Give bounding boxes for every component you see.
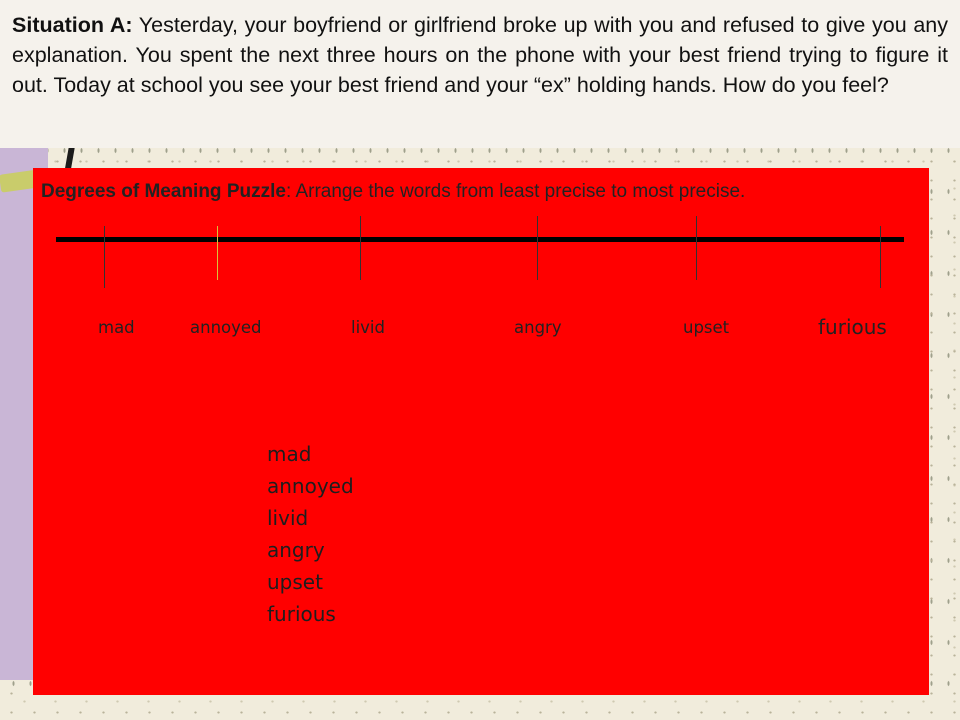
scale-word-furious: furious [818, 315, 887, 339]
situation-paragraph [12, 10, 948, 100]
word-bank-item: annoyed [267, 474, 354, 498]
word-bank-item: mad [267, 442, 312, 466]
scale-tick [880, 226, 881, 288]
situation-text: Yesterday, your boyfriend or girlfriend broke up with you and refused to give you any explanation. You spent the next three hours on the phone with your best friend trying to figure it out. Today at school you see your best friend and your “ex” holding hands. How do you feel? [12, 13, 948, 97]
word-bank-item: furious [267, 602, 336, 626]
scale-word-angry: angry [514, 318, 562, 337]
scale-word-upset: upset [683, 318, 730, 337]
scale-word-annoyed: annoyed [190, 318, 262, 337]
scale-word-mad: mad [98, 318, 135, 337]
word-bank-list [267, 438, 354, 630]
word-bank-item: livid [267, 506, 309, 530]
puzzle-title: Degrees of Meaning Puzzle [41, 181, 286, 202]
puzzle-panel [33, 168, 929, 695]
puzzle-instructions [41, 176, 921, 208]
scale-word-livid: livid [351, 318, 385, 337]
word-bank-item: upset [267, 570, 323, 594]
scale-tick [537, 216, 538, 280]
situation-label: Situation A: [12, 13, 133, 37]
scale-tick [217, 226, 218, 280]
puzzle-instruction-text: : Arrange the words from least precise to most precise. [285, 181, 746, 202]
scale-tick [360, 216, 361, 280]
word-bank-item: angry [267, 538, 325, 562]
precision-scale-line [56, 237, 904, 242]
scale-tick [104, 226, 105, 288]
scale-tick [696, 216, 697, 280]
situation-box [0, 0, 960, 148]
